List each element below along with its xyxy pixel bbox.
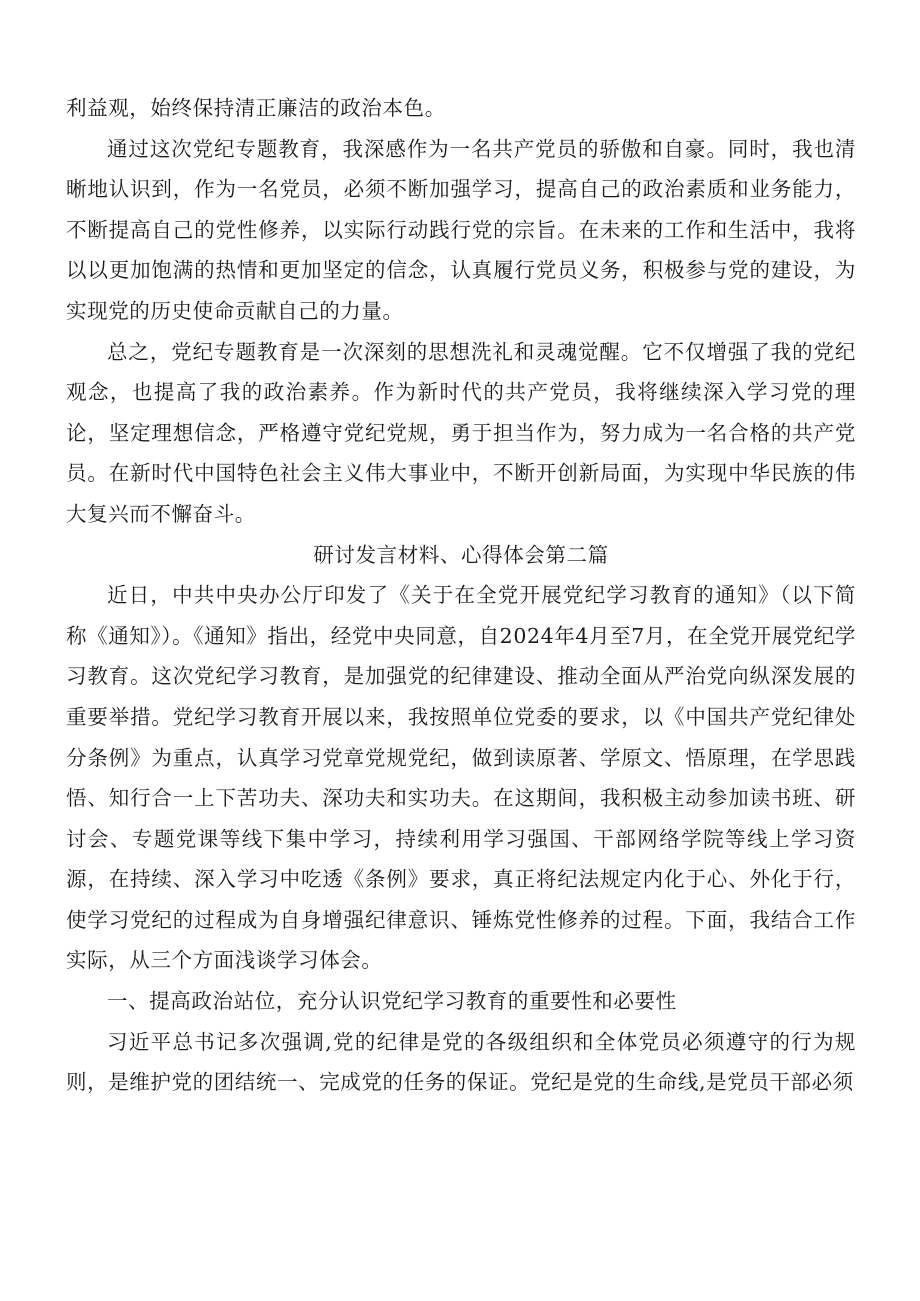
paragraph-continuation: 利益观，始终保持清正廉洁的政治本色。	[66, 96, 446, 120]
article-title: 研讨发言材料、心得体会第二篇	[313, 542, 609, 567]
paragraph-conclusion: 总之，党纪专题教育是一次深刻的思想洗礼和灵魂觉醒。它不仅增强了我的党纪观念，也提高了我的政治素养。作为新时代的共产党员，我将继续深入学习党的理论，坚定理想信念，严格遵守党纪党规，勇于担当作为，努力成为一名合格的共产党员。在新时代中国特色社会主义伟大事业中，不断开创新局面，为实现中华民族的伟大复兴而不懈奋斗。	[66, 339, 856, 526]
paragraph-reflection: 通过这次党纪专题教育，我深感作为一名共产党员的骄傲和自豪。同时，我也清晰地认识到，作为一名党员，必须不断加强学习，提高自己的政治素质和业务能力，不断提高自己的党性修养，以实际行动践行党的宗旨。在未来的工作和生活中，我将以以更加饱满的热情和更加坚定的信念，认真履行党员义务，积极参与党的建设，为实现党的历史使命贡献自己的力量。	[66, 136, 856, 323]
paragraph-introduction: 近日，中共中央办公厅印发了《关于在全党开展党纪学习教育的通知》（以下简称《通知》）。《通知》指出，经党中央同意，自2024年4月至7月，在全党开展党纪学习教育。这次党纪学习教育，是加强党的纪律建设、推动全面从严治党向纵深发展的重要举措。党纪学习教育开展以来，我按照单位党委的要求，以《中国共产党纪律处分条例》为重点，认真学习党章党规党纪，做到读原著、学原文、悟原理，在学思践悟、知行合一上下苦功夫、深功夫和实功夫。在这期间，我积极主动参加读书班、研讨会、专题党课等线下集中学习，持续利用学习强国、干部网络学院等线上学习资源，在持续、深入学习中吃透《条例》要求，真正将纪法规定内化于心、外化于行，使学习党纪的过程成为自身增强纪律意识、锤炼党性修养的过程。下面，我结合工作实际，从三个方面浅谈学习体会。	[66, 583, 856, 973]
section-heading-one: 一、提高政治站位，充分认识党纪学习教育的重要性和必要性	[107, 989, 677, 1014]
paragraph-section-one: 习近平总书记多次强调,党的纪律是党的各级组织和全体党员必须遵守的行为规则，是维护党的团结统一、完成党的任务的保证。党纪是党的生命线,是党员干部必须	[66, 1029, 856, 1095]
document-body	[66, 88, 856, 1103]
